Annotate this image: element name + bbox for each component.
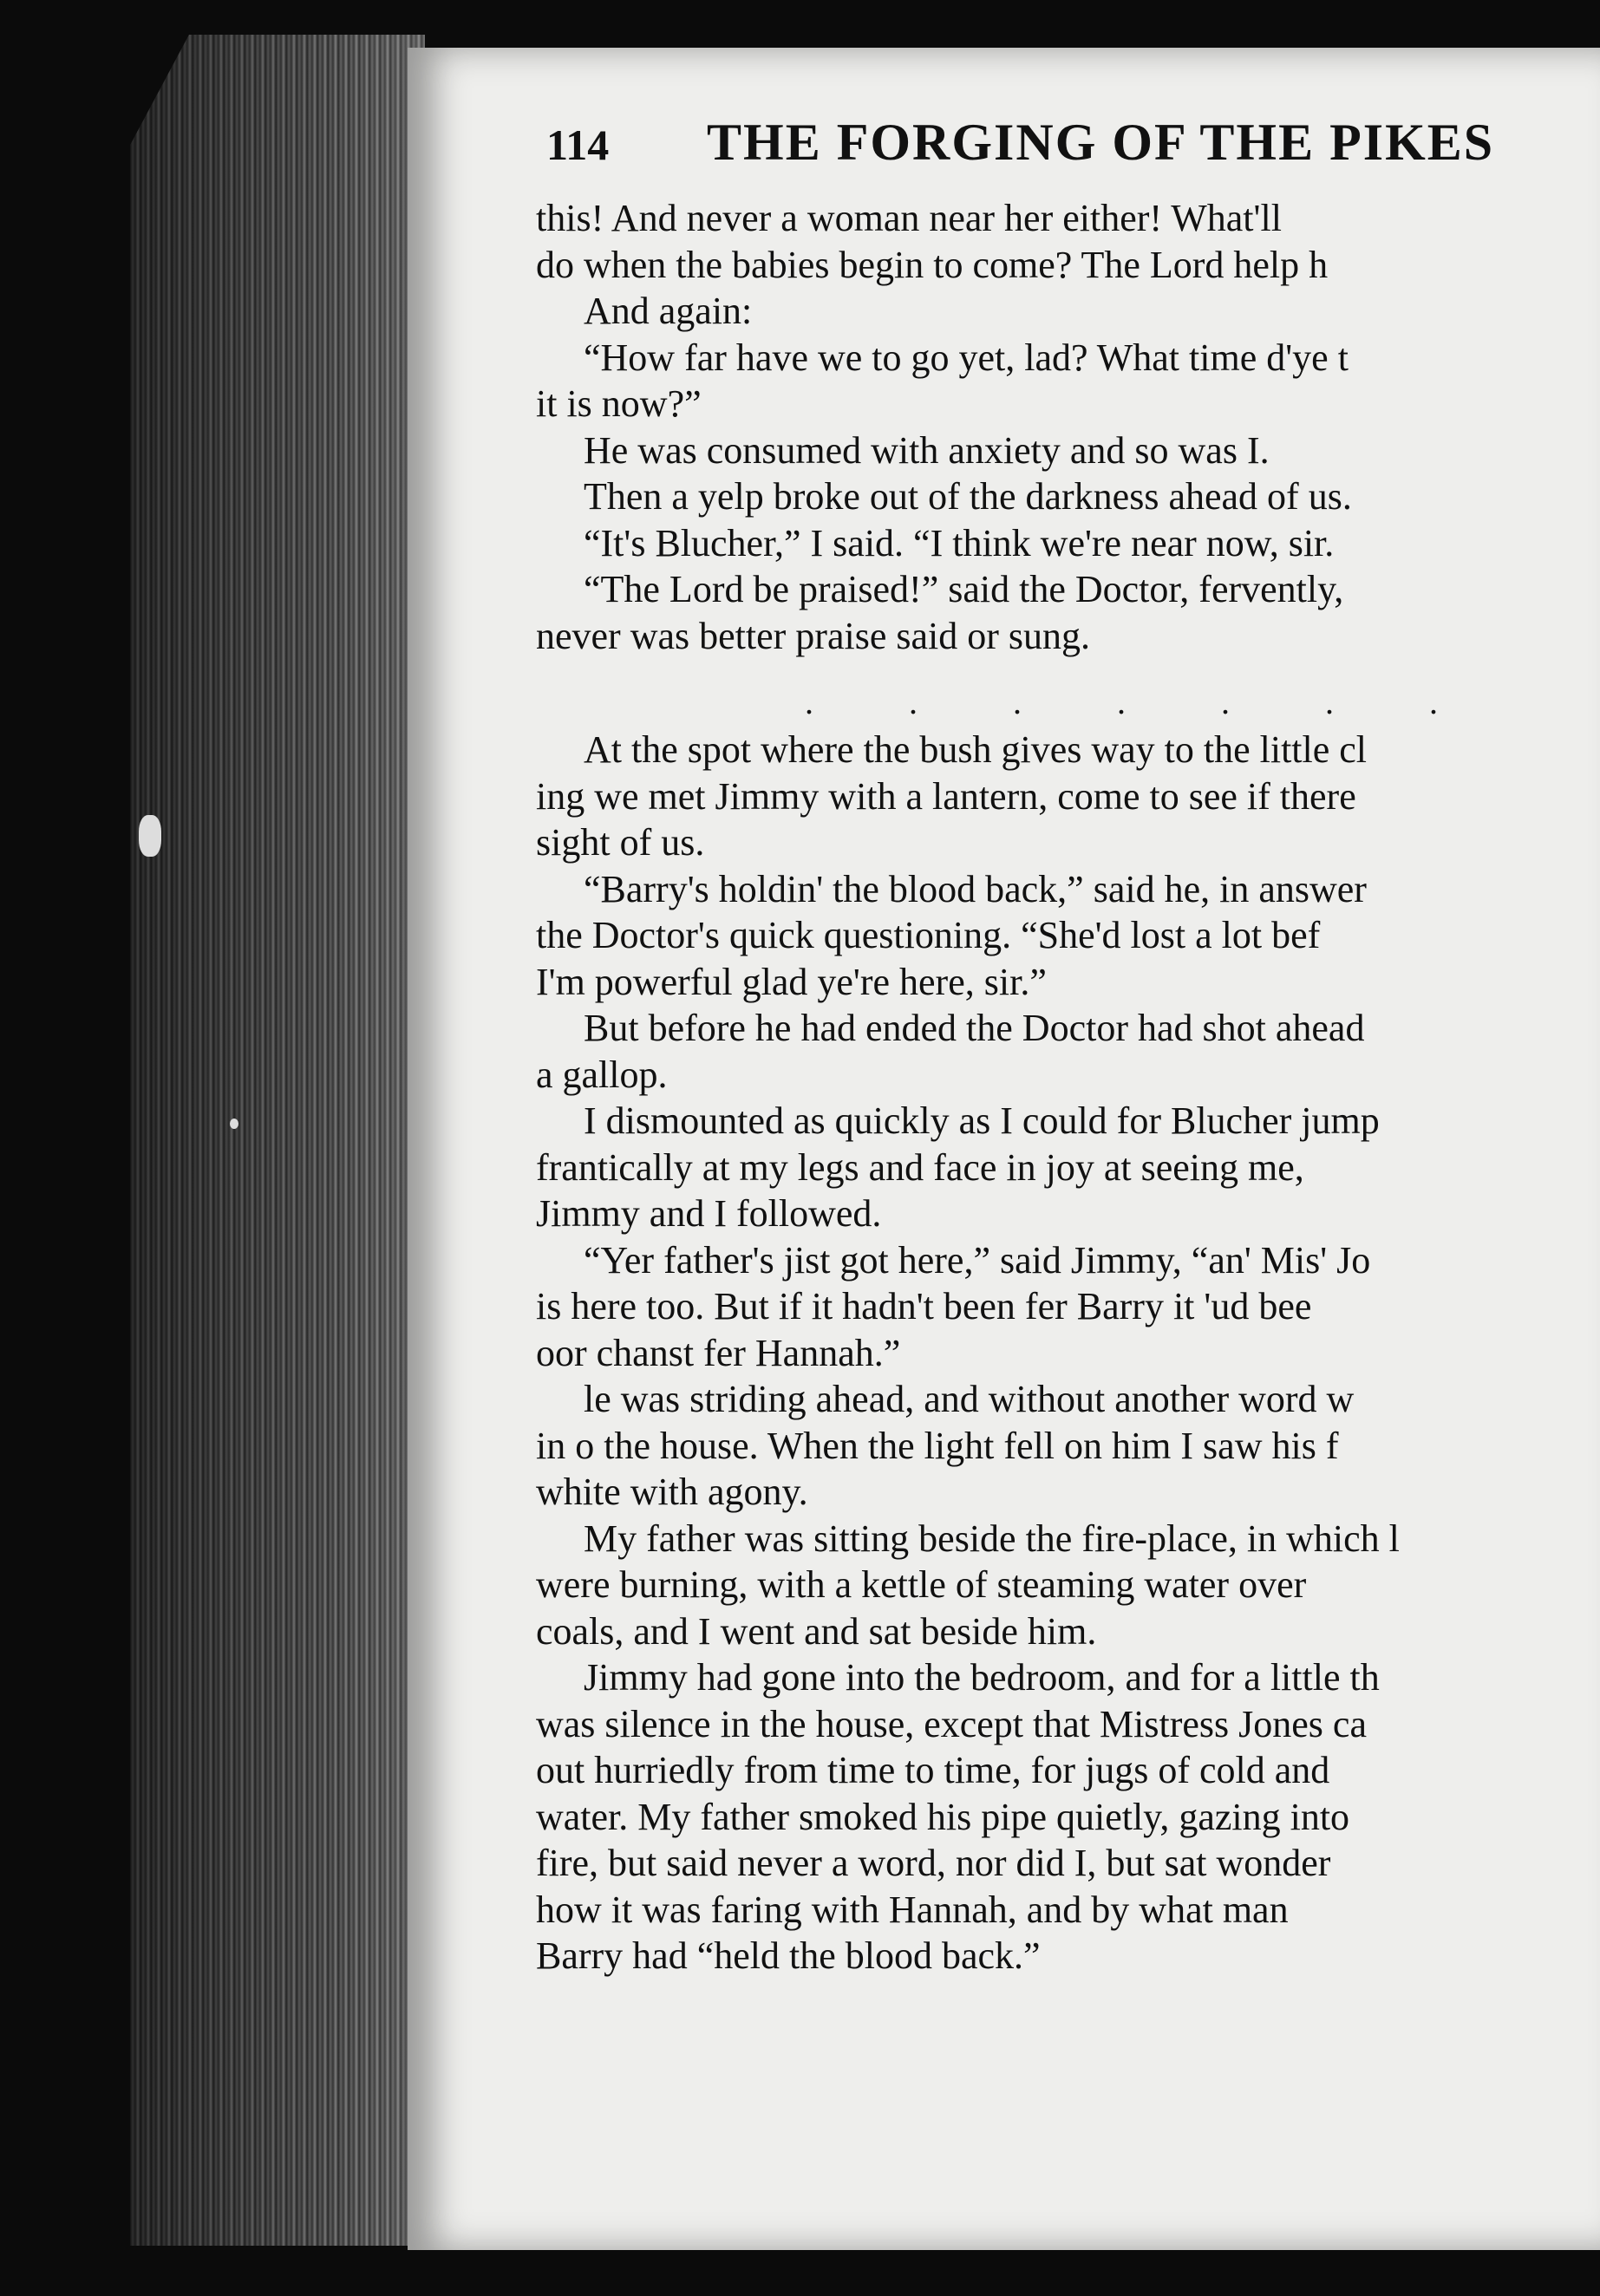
text-line: do when the babies begin to come? The Lord help h <box>536 243 1329 286</box>
scan-speck <box>230 1119 238 1129</box>
spacer <box>536 659 1600 685</box>
text-after-break <box>536 727 1600 1980</box>
text-line: is here too. But if it hadn't been fer Barry it 'ud bee <box>536 1285 1312 1327</box>
scan-speck <box>139 815 161 857</box>
text-line: He was consumed with anxiety and so was I. <box>584 428 1270 472</box>
text-line: oor chanst fer Hannah.” <box>536 1331 901 1374</box>
text-before-break <box>536 195 1600 659</box>
text-line: At the spot where the bush gives way to the little cl <box>584 728 1368 771</box>
text-line: a gallop. <box>536 1053 668 1096</box>
text-line: in o the house. When the light fell on him I saw his f <box>536 1424 1339 1467</box>
text-line: it is now?” <box>536 382 702 425</box>
text-line: water. My father smoked his pipe quietly, gazing into <box>536 1795 1350 1838</box>
text-line: white with agony. <box>536 1471 808 1513</box>
text-line: how it was faring with Hannah, and by what man <box>536 1888 1289 1931</box>
text-line: But before he had ended the Doctor had shot ahead <box>584 1007 1365 1049</box>
text-line: My father was sitting beside the fire-place, in which l <box>584 1517 1400 1560</box>
text-line: was silence in the house, except that Mistress Jones ca <box>536 1702 1367 1745</box>
section-break: . . . . . . . <box>805 682 1481 721</box>
page-number: 114 <box>546 121 610 169</box>
text-line: “Barry's holdin' the blood back,” said he, in answer <box>584 867 1367 910</box>
text-line: the Doctor's quick questioning. “She'd lost a lot bef <box>536 914 1321 956</box>
text-line: “Yer father's jist got here,” said Jimmy, “an' Mis' Jo <box>584 1238 1371 1282</box>
text-line: coals, and I went and sat beside him. <box>536 1609 1097 1653</box>
text-line: frantically at my legs and face in joy at seeing me, <box>536 1145 1304 1189</box>
text-line: this! And never a woman near her either! What'll <box>536 197 1282 239</box>
text-line: le was striding ahead, and without another word w <box>584 1378 1355 1420</box>
text-line: ing we met Jimmy with a lantern, come to see if there <box>536 774 1356 818</box>
text-line: “It's Blucher,” I said. “I think we're near now, sir. <box>584 521 1335 564</box>
book-edge-shadow <box>130 35 425 2246</box>
text-line: Then a yelp broke out of the darkness ahead of us. <box>584 475 1352 518</box>
text-line: Jimmy had gone into the bedroom, and for a little th <box>584 1656 1380 1699</box>
text-line: Barry had “held the blood back.” <box>536 1934 1041 1977</box>
text-line: out hurriedly from time to time, for jugs of cold and <box>536 1749 1330 1791</box>
text-line: “How far have we to go yet, lad? What time d'ye t <box>584 336 1349 379</box>
text-line: I dismounted as quickly as I could for Blucher jump <box>584 1099 1380 1142</box>
text-line: fire, but said never a word, nor did I, but sat wonder <box>536 1842 1331 1884</box>
text-line: “The Lord be praised!” said the Doctor, fervently, <box>584 568 1344 610</box>
text-line: never was better praise said or sung. <box>536 614 1091 657</box>
running-title: THE FORGING OF THE PIKES <box>707 114 1495 171</box>
body-text <box>536 195 1600 2033</box>
text-line: were burning, with a kettle of steaming water over <box>536 1563 1307 1606</box>
text-line: Jimmy and I followed. <box>536 1192 882 1235</box>
text-line: sight of us. <box>536 821 705 864</box>
text-line: I'm powerful glad ye're here, sir.” <box>536 960 1047 1003</box>
text-line: And again: <box>584 290 753 332</box>
page-header <box>546 113 1600 182</box>
